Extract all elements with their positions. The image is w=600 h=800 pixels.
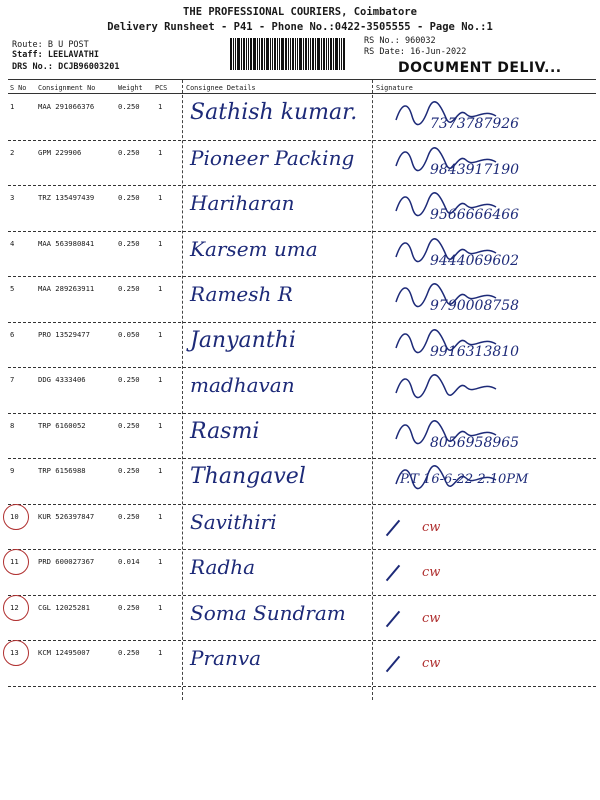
- row-consignment: DDG 4333406: [38, 375, 86, 384]
- runsheet-subtitle: Delivery Runsheet - P41 - Phone No.:0422-3505555 - Page No.:1: [107, 21, 493, 33]
- slash-mark: [386, 610, 400, 627]
- row-sno: 8: [10, 420, 15, 430]
- row-weight: 0.250: [118, 648, 140, 657]
- row-divider: [8, 640, 596, 641]
- row-weight: 0.250: [118, 420, 140, 430]
- row-cw-mark: cw: [422, 565, 441, 580]
- row-pcs: 1: [158, 557, 163, 566]
- row-cw-mark: cw: [422, 519, 441, 535]
- row-consignment: KUR 526397847: [38, 511, 95, 521]
- staff-label: Staff:: [12, 50, 43, 60]
- row-weight: 0.250: [118, 511, 140, 521]
- row-consignment: TRZ 135497439: [38, 193, 95, 202]
- barcode: [230, 38, 362, 70]
- row-phone-handwritten: 9916313810: [430, 343, 520, 360]
- row-consignee-handwritten: Radha: [190, 555, 256, 579]
- rs-date-line: [364, 47, 466, 58]
- col-divider-signature: [372, 80, 373, 700]
- rs-date-label: RS Date:: [364, 47, 405, 57]
- row-phone-handwritten: 9444069602: [430, 252, 520, 269]
- row-divider: [8, 185, 596, 186]
- document-delivery-stamp: DOCUMENT DELIV...: [398, 60, 562, 76]
- row-sno: 11: [10, 557, 19, 566]
- row-divider: [8, 458, 596, 459]
- row-weight: 0.250: [118, 238, 140, 248]
- company-title: THE PROFESSIONAL COURIERS, Coimbatore: [183, 6, 417, 18]
- row-divider: [8, 595, 596, 596]
- row-divider: [8, 549, 596, 550]
- col-pcs: PCS: [155, 84, 168, 92]
- slash-mark: [386, 519, 400, 536]
- row-weight: 0.250: [118, 466, 140, 475]
- route-value: B U POST: [47, 40, 89, 50]
- row-consignee-handwritten: Pranva: [190, 646, 262, 670]
- row-consignee-handwritten: Sathish kumar.: [190, 100, 358, 125]
- row-weight: 0.250: [118, 102, 140, 111]
- row-consignment: CGL 12025281: [38, 602, 90, 612]
- row-consignment: MAA 289263911: [38, 284, 95, 293]
- row-pcs: 1: [158, 511, 163, 521]
- row-consignment: MAA 563980841: [38, 238, 95, 248]
- row-pcs: 1: [158, 466, 163, 475]
- row-pcs: 1: [158, 193, 163, 202]
- row-number-circle: [3, 640, 29, 666]
- row-sno: 2: [10, 147, 15, 157]
- staff-value: LEELAVATHI: [47, 50, 100, 60]
- col-signature: Signature: [376, 84, 413, 92]
- col-weight: Weight: [118, 84, 143, 92]
- col-consignment: Consignment No: [38, 84, 96, 92]
- col-consignee: Consignee Details: [186, 84, 256, 92]
- row-consignee-handwritten: Janyanthi: [190, 327, 296, 353]
- row-consignment: MAA 291066376: [38, 102, 95, 111]
- slash-mark: [386, 656, 400, 673]
- row-number-circle: [3, 549, 29, 575]
- row-divider: [8, 367, 596, 368]
- row-phone-handwritten: 9566666466: [430, 207, 520, 223]
- row-consignee-handwritten: Rasmi: [190, 418, 260, 444]
- row-consignee-handwritten: Hariharan: [190, 191, 295, 215]
- col-sno: S No: [10, 84, 27, 92]
- row-sno: 1: [10, 102, 15, 111]
- row-cw-mark: cw: [422, 656, 441, 671]
- row-cw-mark: cw: [422, 610, 441, 626]
- row-divider: [8, 686, 596, 687]
- row-divider: [8, 231, 596, 232]
- row-pcs: 1: [158, 648, 163, 657]
- row-weight: 0.250: [118, 147, 140, 157]
- row-weight: 0.250: [118, 193, 140, 202]
- row-consignment: PRD 600027367: [38, 557, 95, 566]
- row-divider: [8, 504, 596, 505]
- row-divider: [8, 322, 596, 323]
- row-consignee-handwritten: Karsem uma: [190, 236, 318, 261]
- row-consignment: TRP 6160052: [38, 420, 86, 430]
- row-phone-handwritten: 8056958965: [430, 434, 520, 451]
- row-sno: 9: [10, 466, 15, 475]
- drs-line: [12, 62, 120, 73]
- row-sno: 10: [10, 511, 19, 521]
- row-phone-handwritten: 7373787926: [430, 116, 520, 132]
- rs-date-value: 16-Jun-2022: [410, 47, 467, 57]
- row-sno: 5: [10, 284, 15, 293]
- row-pcs: 1: [158, 147, 163, 157]
- row-consignment: GPM 229906: [38, 147, 82, 157]
- col-divider-consignee: [182, 80, 183, 700]
- row-sno: 13: [10, 648, 19, 657]
- row-consignment: PRO 13529477: [38, 329, 90, 339]
- route-label: Route:: [12, 40, 43, 50]
- row-consignment: KCM 12495007: [38, 648, 90, 657]
- row-consignee-handwritten: Thangavel: [190, 464, 306, 489]
- slash-mark: [386, 565, 400, 582]
- row-consignee-handwritten: madhavan: [190, 373, 295, 397]
- row-sno: 4: [10, 238, 15, 248]
- row-phone-handwritten: 9790008758: [430, 298, 520, 314]
- row-weight: 0.014: [118, 557, 140, 566]
- rs-no-label: RS No.:: [364, 36, 400, 46]
- row-sno: 6: [10, 329, 15, 339]
- row-divider: [8, 140, 596, 141]
- row-weight: 0.050: [118, 329, 140, 339]
- row-consignment: TRP 6156988: [38, 466, 86, 475]
- row-pcs: 1: [158, 329, 163, 339]
- row-phone-handwritten: 9843917190: [430, 161, 520, 178]
- row-sno: 3: [10, 193, 15, 202]
- header-bottom-rule: [8, 93, 596, 94]
- rs-no-line: [364, 36, 436, 47]
- row-sno: 12: [10, 602, 19, 612]
- row-consignee-handwritten: Soma Sundram: [190, 600, 346, 625]
- row-pcs: 1: [158, 238, 163, 248]
- row-consignee-handwritten: Pioneer Packing: [190, 145, 355, 170]
- row-pcs: 1: [158, 284, 163, 293]
- row-weight: 0.250: [118, 375, 140, 384]
- drs-label: DRS No.:: [12, 62, 53, 72]
- row-weight: 0.250: [118, 284, 140, 293]
- header-top-rule: [8, 79, 596, 80]
- signature-scribble: [392, 371, 512, 401]
- staff-line: [12, 50, 99, 61]
- row-consignee-handwritten: Savithiri: [190, 509, 277, 534]
- row-sno: 7: [10, 375, 15, 384]
- row-consignee-handwritten: Ramesh R: [190, 282, 293, 306]
- row-number-circle: [3, 595, 29, 621]
- row-divider: [8, 276, 596, 277]
- row-weight: 0.250: [118, 602, 140, 612]
- drs-value: DCJB96003201: [58, 62, 120, 72]
- row-divider: [8, 413, 596, 414]
- row-number-circle: [3, 504, 29, 530]
- rs-no-value: 960032: [404, 36, 436, 46]
- row-pcs: 1: [158, 375, 163, 384]
- row-pcs: 1: [158, 420, 163, 430]
- row-note-handwritten: P.T 16-6-22 2.10PM: [400, 472, 529, 487]
- row-pcs: 1: [158, 102, 163, 111]
- row-pcs: 1: [158, 602, 163, 612]
